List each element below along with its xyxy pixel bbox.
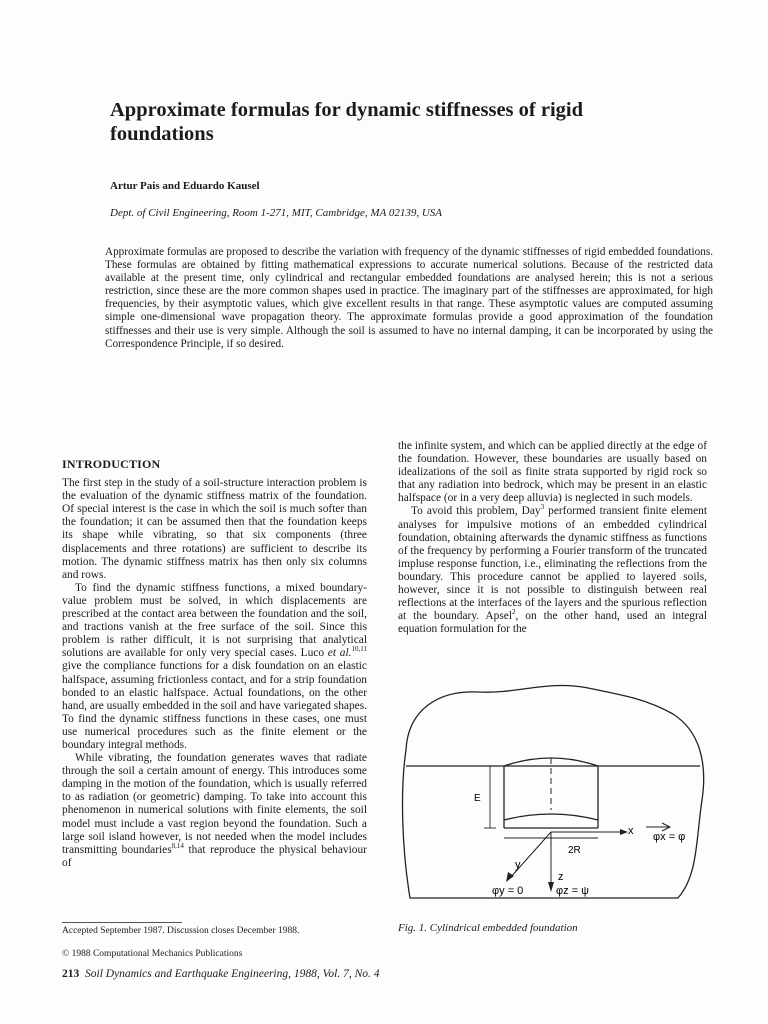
- label-z: z: [558, 871, 564, 883]
- y-axis-arrow: [510, 832, 551, 878]
- phi-x-arrow: [646, 823, 670, 831]
- journal-footer: [62, 968, 380, 980]
- abstract: Approximate formulas are proposed to describe the variation with frequency of the dynamic stiffnesses of rigid embedded foundations. These formulas are obtained by fitting mathematical expressions to accurate numerical solutions. Because of the restricted data available at the present time, only cylindrical and rectangular embedded foundations are analysed herein; this is not a serious restriction, since these are the more common shapes used in practice. The imaginary part of the stiffnesses are approximated, for high frequencies, by their asymptotic values, which give excellent results in that range. These asymptotic values are computed assuming simple one-dimensional wave propagation theory. The approximate formulas provide a good approximation of the foundation stiffnesses and their use is very simple. Although the soil is assumed to have no internal damping, it can be incorporated by using the Correspondence Principle, if so desired.: [105, 246, 713, 350]
- figure-cylindrical-foundation: [398, 670, 710, 910]
- page-number: 213: [62, 968, 80, 980]
- section-heading: INTRODUCTION: [62, 457, 161, 471]
- label-phi-x: φx = φ: [653, 831, 686, 843]
- affiliation: Dept. of Civil Engineering, Room 1-271, MIT, Cambridge, MA 02139, USA: [110, 207, 443, 219]
- journal-citation: Soil Dynamics and Earthquake Engineering, 1988, Vol. 7, No. 4: [85, 968, 380, 980]
- left-column: [62, 458, 367, 870]
- label-E: E: [474, 793, 481, 804]
- right-column: [398, 440, 707, 636]
- paper-title: Approximate formulas for dynamic stiffnesses of rigid foundations: [110, 99, 583, 145]
- label-phi-y: φy = 0: [492, 885, 524, 897]
- intro-paragraph-3: While vibrating, the foundation generates waves that radiate through the soil a certain amount of energy. This introduces some damping in the motion of the foundation, which is usually referred to as radiation (or geometric) damping. To take into account this phenomenon in numerical solutions with finite elements, the soil model must include a vast region beyond the foundation. Such a large soil island however, is not needed when the model includes transmitting boundaries$^{8,14}$ that reproduce the physical behaviour of: [62, 752, 367, 869]
- soil-island-outline: [403, 686, 704, 898]
- label-y: y: [515, 859, 521, 871]
- copyright-note: © 1988 Computational Mechanics Publications: [62, 949, 243, 959]
- right-paragraph-1: the infinite system, and which can be applied directly at the edge of the foundation. However, these boundaries are usually based on idealizations of the soil as finite strata supported by rigid rock so that any radiation into bedrock, which may be present in an elastic halfspace (or in a very deep alluvia) is neglected in such models.: [398, 440, 707, 505]
- authors: Artur Pais and Eduardo Kausel: [110, 180, 260, 192]
- footnote-rule: [62, 922, 182, 923]
- intro-paragraph-1: The first step in the study of a soil-structure interaction problem is the evaluation of the dynamic stiffness matrix of the foundation. Of special interest is the case in which the soil is much softer than the foundation; it can be assumed then that the foundation keeps its shape while vibrating, so that six components (three displacements and three rotations) are sufficient to describe its motion. The dynamic stiffness matrix has then only six columns and rows.: [62, 477, 367, 581]
- label-x: x: [628, 825, 634, 837]
- label-phi-z: φz = ψ: [556, 885, 590, 897]
- foundation-base: [504, 814, 598, 820]
- intro-paragraph-2: To find the dynamic stiffness functions, a mixed boundary-value problem must be solved, in which displacements are prescribed at the contact area between the foundation and the soil, and tractions vanish at the free surface of the soil. Since this problem is rather difficult, it is not surprising that analytical solutions are available for only very special cases. Luco et al.$^{10,11}$ give the compliance functions for a disk foundation on an elastic halfspace, assuming frictionless contact, and for a strip foundation bonded to an elastic halfspace. Actual foundations, on the other hand, are usually embedded in the soil and have variegated shapes. To find the dynamic stiffness functions in these cases, one must use numerical procedures such as the finite element or the boundary integral methods.: [62, 581, 367, 751]
- accepted-note: Accepted September 1987. Discussion closes December 1988.: [62, 926, 300, 936]
- right-paragraph-2: To avoid this problem, Day$^3$ performed transient finite element analyses for impulsive motions of an embedded cylindrical foundation, obtaining afterwards the dynamic stiffness as functions of the frequency by performing a Fourier transform of the truncated impluse response function, i.e., eliminating the reflections from the boundary. This procedure cannot be applied to layered soils, however, since it is not possible to distinguish between real reflections at the interfaces of the layers and the spurious reflection at the boundary. Apsel$^2$, on the other hand, used an integral equation formulation for the: [398, 503, 707, 636]
- label-2R: 2R: [568, 845, 581, 856]
- figure-caption: Fig. 1. Cylindrical embedded foundation: [398, 922, 578, 934]
